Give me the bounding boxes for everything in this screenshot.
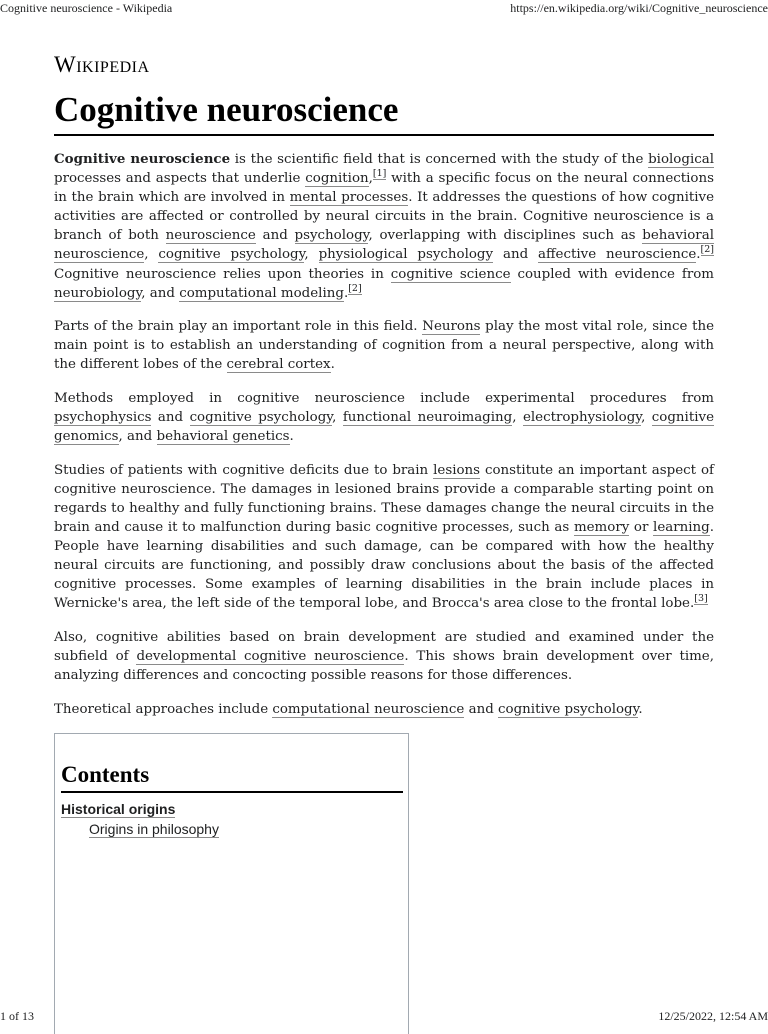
text: , [641,410,652,426]
article-body [54,150,714,719]
print-header [0,1,768,17]
print-header-title: Cognitive neuroscience - Wikipedia [0,1,173,15]
citation-1[interactable]: [1] [372,168,387,180]
link-neurobiology[interactable]: neurobiology [54,285,142,301]
link-electrophysiology[interactable]: electrophysiology [522,410,642,426]
text: , [512,410,523,426]
text: Cognitive neuroscience relies upon theories in [54,266,391,282]
link-affective-neuroscience[interactable]: affective neuroscience [538,247,697,263]
text: , and [141,285,180,301]
citation-2[interactable]: [2] [700,244,715,256]
link-cognitive-science[interactable]: cognitive science [390,266,511,282]
page-number: 1 of 13 [0,1009,34,1023]
link-physiological-psychology[interactable]: physiological psychology [318,247,494,263]
text: and [464,701,499,717]
paragraph-brain-parts [54,317,714,374]
text: and [255,228,295,244]
text: and [151,410,190,426]
toc-heading: Contents [61,760,403,793]
link-psychology[interactable]: psychology [294,228,369,244]
bold-term: Cognitive neuroscience [54,151,231,167]
text: constitute an important aspect of cognitive neuroscience. The damages in lesioned brains provide a comparable starting point on regards to healthy and fully functioning brains. These damages change the neural circuits in the brain and cause it to malfunction during basic cognitive processes, such as [54,462,714,536]
print-datetime: 12/25/2022, 12:54 AM [658,1009,768,1023]
link-cognitive-psychology-2[interactable]: cognitive psychology [189,410,333,426]
text: . [696,247,701,263]
text: , [144,247,159,263]
link-memory[interactable]: memory [573,520,630,536]
link-cognitive-psychology[interactable]: cognitive psychology [158,247,305,263]
paragraph-lesions [54,461,714,614]
citation-3[interactable]: [3] [694,593,708,605]
link-computational-neuroscience[interactable]: computational neuroscience [272,701,465,717]
print-header-url: https://en.wikipedia.org/wiki/Cognitive_neuroscience [510,1,768,15]
text: , and [118,429,157,445]
link-cognition[interactable]: cognition [305,171,369,187]
link-neuroscience[interactable]: neuroscience [165,228,256,244]
link-psychophysics[interactable]: psychophysics [54,410,152,426]
text: . [343,285,349,301]
text: or [629,520,654,536]
text: with a specific focus on the neural connections in the brain which are involved in [54,171,714,206]
text: . It addresses the questions of how cognitive activities are affected or controlled by neural circuits in the brain. Cognitive neuroscience is a branch of both [54,190,715,244]
paragraph-development [54,628,714,685]
link-functional-neuroimaging[interactable]: functional neuroimaging [342,410,513,426]
text: , [332,410,343,426]
text: , [304,247,319,263]
text: processes and aspects that underlie [54,171,306,187]
link-behavioral-genetics[interactable]: behavioral genetics [156,429,290,445]
paragraph-methods [54,389,714,446]
paragraph-intro [54,150,714,303]
text: is the scientific field that is concerned with the study of the [230,152,649,167]
link-cognitive-genomics[interactable]: cognitive genomics [54,410,714,445]
print-footer [0,1009,768,1025]
link-neurons[interactable]: Neurons [422,319,481,335]
text: Theoretical approaches include [54,701,273,717]
text: and [493,247,539,263]
link-lesions[interactable]: lesions [433,462,481,478]
link-learning[interactable]: learning [653,520,710,536]
table-of-contents [54,733,409,1034]
text: Parts of the brain play an important role in this field. [54,319,423,335]
link-computational-modeling[interactable]: computational modeling [179,285,344,301]
text: . [289,429,294,445]
text: coupled with evidence from [510,266,714,282]
link-biological[interactable]: biological [648,152,714,167]
link-behavioral-neuroscience[interactable]: behavioral neuroscience [54,228,714,263]
toc-item-historical-origins[interactable]: Historical origins [61,801,176,817]
text: Studies of patients with cognitive deficits due to brain [54,462,434,478]
text: . [638,701,643,717]
text: . This shows brain development over time, analyzing differences and concocting possible reasons for those differences. [54,649,714,684]
text: . People have learning disabilities and such damage, can be compared with how the healthy neural circuits are functioning, and possibly draw conclusions about the basis of the affected cognitive processes. Some examples of learning disabilities in the brain include places in Wernicke's area, the left side of the temporal lobe, and Brocca's area close to the frontal lobe. [54,520,715,612]
link-cerebral-cortex[interactable]: cerebral cortex [226,357,331,373]
text: , overlapping with disciplines such as [368,228,643,244]
text: Also, cognitive abilities based on brain development are studied and examined under the subfield of [54,630,714,665]
text: play the most vital role, since the main point is to establish an understanding of cognition from a neural perspective, along with the different lobes of the [54,319,714,373]
text: . [330,357,335,373]
link-cognitive-psychology-3[interactable]: cognitive psychology [498,701,639,717]
paragraph-theory [54,700,714,719]
toc-item-origins-in-philosophy[interactable]: Origins in philosophy [89,821,219,837]
text: , [368,171,373,187]
page-title: Cognitive neuroscience [54,88,714,136]
citation-2b[interactable]: [2] [348,282,362,294]
text: Methods employed in cognitive neuroscience include experimental procedures from [54,391,714,407]
wikipedia-logo[interactable]: Wikipedia [54,52,150,77]
link-mental-processes[interactable]: mental processes [289,190,409,206]
link-developmental-cognitive-neuroscience[interactable]: developmental cognitive neuroscience [136,649,405,665]
